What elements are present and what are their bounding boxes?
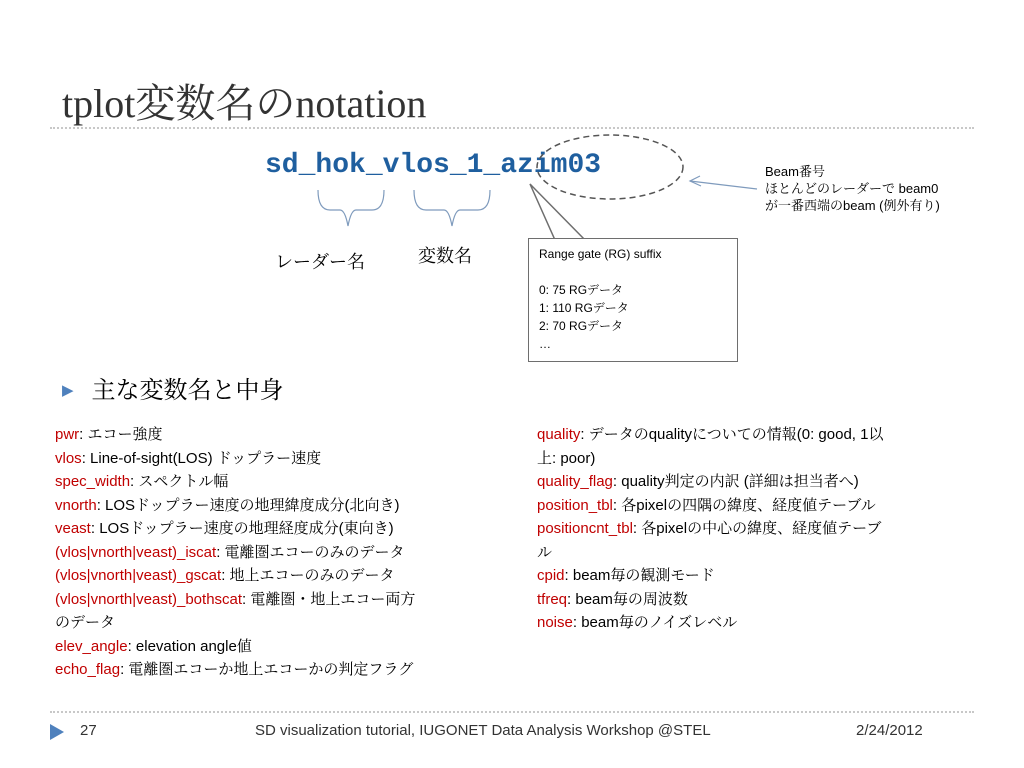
variable-label: 変数名 [418,246,472,266]
footer [0,712,1024,752]
rg-box-line: 2: 70 RGデータ [539,319,624,333]
variable-list-item [537,423,883,447]
range-gate-box [528,238,738,362]
bullet-heading [62,370,284,405]
footer-title: SD visualization tutorial, IUGONET Data Analysis Workshop @STEL [255,722,711,739]
variable-description: : LOSドップラー速度の地理緯度成分(北向き) [96,496,400,514]
variable-list-item [55,517,415,541]
variable-description: のデータ [55,614,116,631]
variable-list-item [537,611,883,635]
variable-list-item [55,494,415,518]
variable-description: : スペクトル幅 [130,473,229,490]
variable-key: cpid [537,567,565,584]
variable-list-item [55,611,415,635]
variable-key: (vlos|vnorth|veast)_iscat [55,543,217,561]
variable-description: : 地上エコーのみのデータ [221,567,395,584]
radar-name-label: レーダー名 [275,252,365,272]
variable-list-item [55,470,415,494]
variable-description: : 電離圏・地上エコー両方 [242,590,416,608]
page-number: 27 [80,722,97,739]
variable-key: positioncnt_tbl [537,520,633,537]
variable-key: vnorth [55,496,97,514]
variable-description: : elevation angle値 [127,637,252,655]
variable-key: pwr [55,426,80,443]
right-variable-list [537,423,883,635]
variable-key: quality [537,426,581,443]
variable-key: tfreq [537,590,568,608]
variable-key: vlos [55,449,82,467]
bullet-text: 主な変数名と中身 [91,377,284,404]
variable-key: noise [537,614,573,631]
beam-note [765,163,940,214]
variable-list-item [55,423,415,447]
radar-brace [318,190,384,226]
rg-box-line: 1: 110 RGデータ [539,301,629,315]
variable-description: : 電離圏エコーか地上エコーかの判定フラグ [120,661,414,678]
bullet-triangle-icon: ▶ [62,382,74,399]
variable-list-item [537,447,883,471]
variable-key: echo_flag [55,661,121,678]
variable-list-item [537,564,883,588]
azim-ellipse [537,135,683,199]
variable-list-item [55,564,415,588]
rg-box-title: Range gate (RG) suffix [539,247,662,261]
variable-description: : 各pixelの中心の緯度、経度値テーブ [632,520,882,537]
variable-list-item [55,588,415,612]
variable-list-item [537,494,883,518]
variable-description: : quality判定の内訳 (詳細は担当者へ) [612,473,859,490]
variable-list-item [537,588,883,612]
beam-note-line: が一番西端のbeam (例外有り) [765,198,940,213]
variable-list-item [55,447,415,471]
footer-date: 2/24/2012 [856,722,923,739]
variable-list-item [537,541,883,565]
variable-description: 上: poor) [537,449,596,467]
variable-key: quality_flag [537,473,613,490]
variable-description: : LOSドップラー速度の地理経度成分(東向き) [90,520,394,537]
variable-key: position_tbl [537,496,613,514]
variable-description: : データのqualityについての情報(0: good, 1以 [580,426,884,443]
variable-list-item [55,658,415,682]
beam-note-line: ほとんどのレーダーで beam0 [765,181,939,196]
rg-callout-pointer [530,184,585,240]
var-brace [414,190,490,226]
variable-description: : 各pixelの四隅の緯度、経度値テーブル [612,496,876,514]
rg-box-line [539,263,727,281]
variable-key: veast [55,520,91,537]
variable-key: spec_width [55,473,131,490]
variable-key: elev_angle [55,637,128,655]
tplot-variable-name: sd_hok_vlos_1_azim03 [265,150,602,181]
footer-triangle-icon [50,724,64,740]
variable-list-item [55,635,415,659]
variable-key: (vlos|vnorth|veast)_gscat [55,567,222,584]
variable-key: (vlos|vnorth|veast)_bothscat [55,590,243,608]
variable-description: : beam毎のノイズレベル [572,614,738,631]
slide-title: tplot変数名のnotation [62,81,427,126]
variable-description: : beam毎の観測モード [564,567,715,584]
variable-description: ル [537,543,553,561]
variable-description: : エコー強度 [79,426,163,443]
variable-list-item [537,470,883,494]
variable-list-item [55,541,415,565]
variable-list-item [537,517,883,541]
variable-description: : beam毎の周波数 [567,590,688,608]
variable-description: : 電離圏エコーのみのデータ [216,543,405,561]
rg-box-line: … [539,337,551,351]
rg-box-line: 0: 75 RGデータ [539,283,624,297]
left-variable-list [55,423,415,682]
variable-description: : Line-of-sight(LOS) ドップラー速度 [81,449,322,467]
beam-note-line: Beam番号 [765,164,825,179]
